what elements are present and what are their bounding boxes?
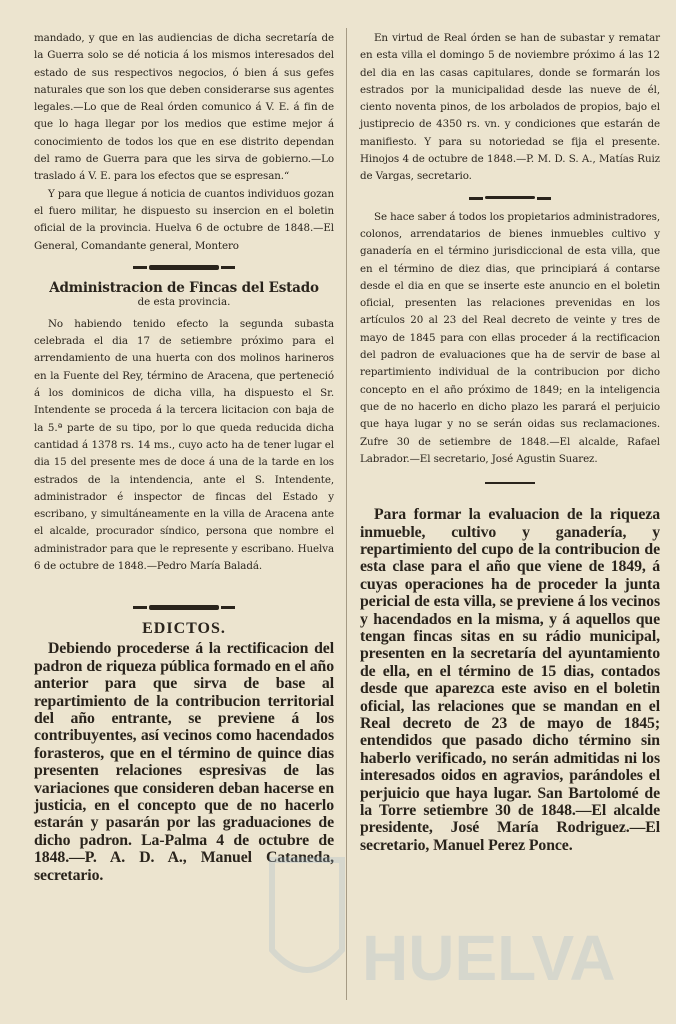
zufre-notice: Se hace saber á todos los propietarios administradores, colonos, arrendatarios de bienes inmuebles cultivo y ganadería en el término jurisdiccional de esta villa, que en el término de diez dias, que principiará á contarse desde el dia en que se inserte este anuncio en el boletin oficial, presenten las relaciones prevenidas en los artículos 20 al 23 del Real decreto de veinte y tres de mayo de 1845 para con ellas proceder á la rectificacion del padron de evaluaciones que ha de servir de base al repartimiento individual de la contribucion por dicho concepto en el año próximo de 1849; en la inteligencia que de no hacerlo en dicho plazo les parará el perjuicio que haya lugar y no se serán oidas sus reclamaciones. Zufre 30 de setiembre de 1848.—El alcalde, Rafael Labrador.—El secretario, José Agustin Suarez. — [360, 210, 660, 465]
military-notice-closing: Y para que llegue á noticia de cuantos individuos gozan el fuero militar, he dispuesto su insercion en el boletin oficial de la provincia. Huelva 6 de octubre de 1848.—El General, Comandante general, Montero — [34, 187, 334, 252]
san-bartolome-notice: Para formar la evaluacion de la riqueza inmueble, cultivo y ganadería, y repartimiento del cupo de la contribucion de esta clase para el año que viene de 1849, á cuyas operaciones ha de proceder la junta pericial de esta villa, se previene á los vecinos y hacendados en la misma, y á aquellos que tengan fincas sitas en su rádio municipal, presenten en la secretaría del ayuntamiento de ella, en el término de 15 dias, contados desde que aparezca este aviso en el boletin oficial, las relaciones que se mandan en el Real decreto de 23 de mayo de 1845; entendidos que pasado dicho término sin haberlo verificado, no serán admitidas ni los interesados oidos en agravios, parándoles el perjuicio que haya lugar. San Bartolomé de la Torre setiembre 30 de 1848.—El alcalde presidente, José María Rodriguez.—El secretario, Manuel Perez Ponce. — [360, 506, 660, 854]
edict-la-palma: Debiendo procederse á la rectificacion del padron de riqueza pública formado en el año anterior para que sirva de base al repartimiento de la contribucion territorial del año entrante, se previene á los contribuyentes, así vecinos como hacendados forasteros, que en el término de quince dias presenten relaciones espresivas de las variaciones que consideren deban hacerse en justicia, en el concepto que de no hacerlo estarán y pasarán por las graduaciones de dicho padron. La-Palma 4 de octubre de 1848.—P. A. D. A., Manuel Cataneda, secretario. — [34, 640, 334, 884]
section-subheading: de esta provincia. — [137, 295, 231, 308]
ornament-divider — [149, 605, 219, 610]
ornament-divider — [149, 265, 219, 270]
section-heading: Administracion de Fincas del Estado — [49, 279, 319, 296]
short-divider — [485, 482, 535, 484]
auction-notice: No habiendo tenido efecto la segunda subasta celebrada el dia 17 de setiembre próximo para el arrendamiento de una huerta con dos molinos harineros en la Fuente del Rey, término de Aracena, que perteneció á los dominicos de dicha villa, ha dispuesto el Sr. Intendente se proceda á la tercera licitacion con baja de la 5.ª parte de su tipo, por lo que queda reducida dicha cantidad á 1378 rs. 14 ms., cuyo acto ha de tener lugar el dia 15 del presente mes de doce á una de la tarde en los estrados de la intendencia, ante el S. Intendente, administrador é inspector de fincas del Estado y escribano, y simultáneamente en la villa de Aracena ante el alcalde, procurador síndico, persona que nombre el administrador para que le represente y escribano. Huelva 6 de octubre de 1848.—Pedro María Baladá. — [34, 317, 334, 573]
military-notice-continuation: mandado, y que en las audiencias de dicha secretaría de la Guerra solo se dé noticia á los mismos interesados del estado de sus respectivos negocios, ó bien á sus gefes naturales que son los que deben considerarse sus agentes legales.—Lo que de Real órden comunico á V. E. á fin de que lo haga llegar por los medios que estime mejor á conocimiento de todos los que en ese distrito dependan del ramo de Guerra para que les sirva de gobierno.—Lo traslado á V. E. para los efectos que se espresan.“ — [34, 32, 334, 183]
right-column — [360, 30, 660, 854]
edictos-heading: EDICTOS. — [142, 620, 226, 638]
column-divider — [346, 28, 347, 1000]
left-column — [34, 30, 334, 884]
ornament-divider — [485, 196, 535, 199]
pine-auction-notice: En virtud de Real órden se han de subastar y rematar en esta villa el domingo 5 de noviembre próximo á las 12 del dia en las casas capitulares, donde se formarán los estrados por la municipalidad desde las nueve de él, ciento noventa pinos, de los arbolados de propios, bajo el justiprecio de 4350 rs. vn. y condiciones que estarán de manifiesto. Y para su notoriedad se fija el presente. Hinojos 4 de octubre de 1848.—P. M. D. S. A., Matías Ruiz de Vargas, secretario. — [360, 32, 660, 183]
watermark-text: HUELVA — [362, 922, 616, 994]
